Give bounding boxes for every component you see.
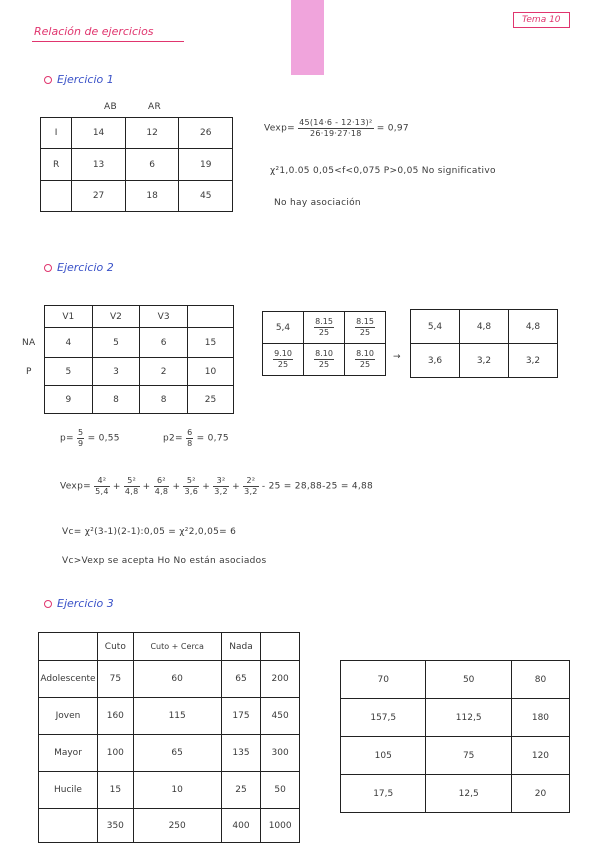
- frac-num: 5: [78, 428, 84, 437]
- page-title: Relación de ejercicios: [34, 25, 154, 38]
- cell: 160: [98, 698, 134, 735]
- frac-den: 25: [359, 360, 371, 369]
- cell: [41, 181, 72, 212]
- cell: 5,4: [411, 310, 460, 344]
- cell: 50: [261, 772, 300, 809]
- cell: Joven: [39, 698, 98, 735]
- cell: 12,5: [426, 775, 511, 813]
- cell: 8: [92, 386, 140, 414]
- cell: 65: [133, 735, 221, 772]
- frac-num: 6: [187, 428, 193, 437]
- cell: 9: [45, 386, 93, 414]
- cell: [261, 633, 300, 661]
- cell: 18: [125, 181, 179, 212]
- p1-value: = 0,55: [87, 433, 120, 444]
- ex1-col-ar: AR: [148, 102, 162, 112]
- ex1-conclusion: No hay asociación: [274, 198, 361, 208]
- cell: 20: [511, 775, 569, 813]
- cell: 12: [125, 118, 179, 149]
- cell: [187, 306, 233, 328]
- ex2-vexp: Vexp= $\frac{\text{4²}}{5,4}$ + $\frac{\text{5²}}{4,8}$ + $\frac{\text{6²}}{4,8}$ + $\frac{\text{5²}}{3,6}$ + $\frac{\text{3²}}{3,2}$ + $\frac{\text{2²}}{3,2}$ - 25 = 28,88-25 = 4,88: [60, 476, 374, 496]
- cell: 50: [426, 661, 511, 699]
- frac-num: 3²: [213, 476, 229, 487]
- ex2-heading-label: Ejercicio 2: [57, 261, 114, 274]
- frac-num: 8.10: [356, 349, 374, 358]
- cell: 4: [45, 328, 93, 358]
- bullet-icon: [44, 600, 52, 608]
- ex2-expected-formula-table: [262, 311, 386, 376]
- cell: 75: [98, 661, 134, 698]
- ex3-heading: [44, 597, 114, 610]
- cell: I: [41, 118, 72, 149]
- frac-num: 9.10: [274, 349, 292, 358]
- ex3-observed-table: [38, 632, 300, 843]
- cell: Nada: [221, 633, 261, 661]
- cell: 3,6: [411, 344, 460, 378]
- frac-den: 8: [187, 439, 193, 448]
- p1-label: p=: [60, 433, 74, 444]
- cell: 350: [98, 809, 134, 843]
- cell: 5: [92, 328, 140, 358]
- cell: [39, 809, 98, 843]
- cell: [304, 312, 345, 344]
- p2-label: p2=: [163, 433, 183, 444]
- cell: 19: [179, 149, 233, 181]
- frac-den: 25: [277, 360, 289, 369]
- cell: 4,8: [460, 310, 509, 344]
- ex1-chi-line: χ²1,0.05 0,05<f<0,075 P>0,05 No significativo: [270, 166, 496, 176]
- cell: 60: [133, 661, 221, 698]
- cell: [263, 312, 304, 344]
- cell: 65: [221, 661, 261, 698]
- cell: 75: [426, 737, 511, 775]
- ex3-heading-label: Ejercicio 3: [57, 597, 114, 610]
- topic-tag: Tema 10: [513, 12, 570, 28]
- cell: 25: [221, 772, 261, 809]
- cell: 400: [221, 809, 261, 843]
- cell: Hucile: [39, 772, 98, 809]
- cell: 14: [72, 118, 126, 149]
- title-underline: [32, 41, 184, 42]
- ex2-expected-table: [410, 309, 558, 378]
- ex1-heading: [44, 73, 114, 86]
- cell: 10: [187, 358, 233, 386]
- vexp-denominator: 26·19·27·18: [309, 129, 362, 138]
- cell: 135: [221, 735, 261, 772]
- cell: 2: [140, 358, 188, 386]
- cell: 25: [187, 386, 233, 414]
- cell: 10: [133, 772, 221, 809]
- cell: 70: [341, 661, 426, 699]
- cell: 112,5: [426, 699, 511, 737]
- frac-den: 25: [318, 360, 330, 369]
- ex2-arrow: →: [393, 352, 401, 362]
- cell: 250: [133, 809, 221, 843]
- cell: 120: [511, 737, 569, 775]
- frac-num: 5²: [183, 476, 199, 487]
- cell: 45: [179, 181, 233, 212]
- vexp-tail: - 25 = 28,88-25 = 4,88: [261, 481, 374, 492]
- frac-den: 4,8: [124, 487, 139, 496]
- frac-num: 6²: [154, 476, 170, 487]
- ex1-col-ab: AB: [104, 102, 117, 112]
- cell: 180: [511, 699, 569, 737]
- bullet-icon: [44, 264, 52, 272]
- cell: Mayor: [39, 735, 98, 772]
- ex2-p1: [60, 428, 120, 449]
- frac-den: 25: [318, 328, 330, 337]
- frac-num: 8.10: [315, 349, 333, 358]
- frac-num: 8.15: [315, 317, 333, 326]
- cell: 6: [140, 328, 188, 358]
- vexp-label: Vexp=: [60, 481, 91, 492]
- frac-den: 3,2: [214, 487, 228, 496]
- cell: [304, 344, 345, 376]
- frac-num: 5²: [124, 476, 140, 487]
- cell: 4,8: [509, 310, 558, 344]
- ex2-row-label-p: P: [26, 367, 32, 377]
- cell: 157,5: [341, 699, 426, 737]
- cell-value: 5,4: [275, 322, 291, 333]
- frac-den: 9: [78, 439, 84, 448]
- frac-num: 2²: [243, 476, 259, 487]
- ex1-table: [40, 117, 233, 212]
- cell: 1000: [261, 809, 300, 843]
- cell: 27: [72, 181, 126, 212]
- cell: [345, 344, 386, 376]
- ex2-heading: [44, 261, 114, 274]
- cell: Cuto: [98, 633, 134, 661]
- ex2-vc-line: Vc= χ²(3-1)(2-1):0,05 = χ²2,0,05= 6: [62, 527, 237, 537]
- vexp-result: = 0,97: [376, 123, 409, 134]
- vexp-fraction: [298, 118, 373, 139]
- frac-den: 5,4: [95, 487, 109, 496]
- frac-den: 3,6: [184, 487, 199, 496]
- frac-num: 4²: [94, 476, 110, 487]
- vexp-label: Vexp=: [264, 123, 295, 134]
- ex2-decision: Vc>Vexp se acepta Ho No están asociados: [62, 556, 267, 566]
- ex3-expected-table: [340, 660, 570, 813]
- ex2-row-label-na: NA: [22, 338, 36, 348]
- cell: 8: [140, 386, 188, 414]
- cell: 80: [511, 661, 569, 699]
- cell: 15: [98, 772, 134, 809]
- cell: 115: [133, 698, 221, 735]
- cell: 3,2: [509, 344, 558, 378]
- p2-value: = 0,75: [196, 433, 229, 444]
- cell: 175: [221, 698, 261, 735]
- frac-den: 25: [359, 328, 371, 337]
- cell: 6: [125, 149, 179, 181]
- ex2-p2: [163, 428, 229, 449]
- ex1-heading-label: Ejercicio 1: [57, 73, 114, 86]
- cell: 26: [179, 118, 233, 149]
- ex2-observed-table: [44, 305, 234, 414]
- cell: [345, 312, 386, 344]
- cell: Adolescente: [39, 661, 98, 698]
- cell: 3,2: [460, 344, 509, 378]
- cell: 13: [72, 149, 126, 181]
- cell: R: [41, 149, 72, 181]
- cell: V1: [45, 306, 93, 328]
- frac-den: 4,8: [154, 487, 169, 496]
- tape-decoration: [291, 0, 324, 75]
- vexp-numerator: 45(14·6 - 12·13)²: [299, 118, 373, 127]
- cell: V2: [92, 306, 140, 328]
- cell: 105: [341, 737, 426, 775]
- bullet-icon: [44, 76, 52, 84]
- frac-num: 8.15: [356, 317, 374, 326]
- cell: V3: [140, 306, 188, 328]
- cell: 200: [261, 661, 300, 698]
- cell: [39, 633, 98, 661]
- frac-den: 3,2: [244, 487, 258, 496]
- cell: 3: [92, 358, 140, 386]
- cell: Cuto + Cerca: [133, 633, 221, 661]
- cell: 300: [261, 735, 300, 772]
- ex1-vexp: [264, 118, 409, 139]
- cell: 17,5: [341, 775, 426, 813]
- cell: 15: [187, 328, 233, 358]
- cell: 100: [98, 735, 134, 772]
- cell: 450: [261, 698, 300, 735]
- cell: [263, 344, 304, 376]
- cell: 5: [45, 358, 93, 386]
